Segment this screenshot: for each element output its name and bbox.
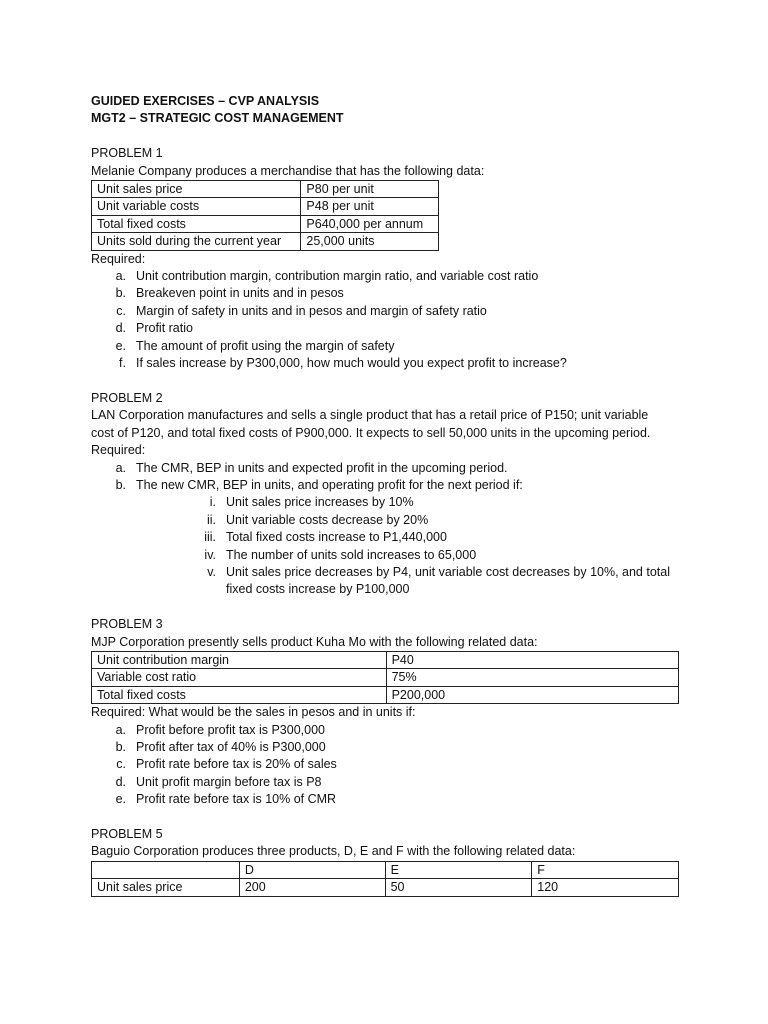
- list-text: The new CMR, BEP in units, and operating profit for the next period if:: [136, 477, 523, 492]
- table-row: [92, 233, 439, 250]
- list-marker: ii.: [206, 512, 216, 527]
- list-text: Profit rate before tax is 10% of CMR: [136, 792, 337, 807]
- table-cell: Unit variable costs: [92, 198, 301, 215]
- problem-1-list: [91, 268, 681, 372]
- list-text: Unit sales price increases by 10%: [226, 495, 414, 510]
- list-marker: v.: [207, 564, 216, 579]
- list-item: [91, 460, 681, 477]
- table-cell: P40: [386, 651, 678, 668]
- list-item: [91, 355, 681, 372]
- list-marker: d.: [115, 321, 126, 336]
- table-row: [92, 651, 679, 668]
- list-item: [91, 494, 681, 511]
- table-cell: E: [385, 861, 532, 878]
- table-cell: Variable cost ratio: [92, 669, 387, 686]
- table-cell: Units sold during the current year: [92, 233, 301, 250]
- course-title: MGT2 – STRATEGIC COST MANAGEMENT: [91, 111, 344, 126]
- list-text: Unit profit margin before tax is P8: [136, 774, 322, 789]
- list-text: Profit rate before tax is 20% of sales: [136, 757, 337, 772]
- list-marker: e.: [115, 792, 126, 807]
- problem-2-sublist: [91, 494, 681, 598]
- list-item: [91, 529, 681, 546]
- table-cell: P48 per unit: [301, 198, 439, 215]
- list-text: The number of units sold increases to 65,000: [226, 547, 477, 562]
- table-cell: P80 per unit: [301, 181, 439, 198]
- table-row: [92, 215, 439, 232]
- list-marker: f.: [119, 356, 126, 371]
- table-cell: 75%: [386, 669, 678, 686]
- table-row: [92, 198, 439, 215]
- table-cell: 200: [239, 879, 385, 896]
- table-row: [92, 686, 679, 703]
- table-row: [92, 879, 679, 896]
- list-marker: iii.: [204, 530, 216, 545]
- list-item: [91, 774, 681, 791]
- list-text: Profit after tax of 40% is P300,000: [136, 739, 326, 754]
- problem-1-required: Required:: [91, 251, 146, 266]
- list-marker: d.: [115, 774, 126, 789]
- list-marker: i.: [209, 495, 216, 510]
- problem-5-heading: PROBLEM 5: [91, 827, 163, 841]
- table-cell: F: [532, 861, 679, 878]
- list-marker: a.: [115, 269, 126, 284]
- list-marker: iv.: [204, 547, 216, 562]
- list-marker: c.: [116, 757, 126, 772]
- problem-2-heading: PROBLEM 2: [91, 390, 163, 405]
- list-item: [91, 477, 681, 494]
- list-marker: c.: [116, 303, 126, 318]
- problem-3-required: Required: What would be the sales in pesos and in units if:: [91, 705, 416, 720]
- problem-2-intro: LAN Corporation manufactures and sells a single product that has a retail price of P150; unit variable cost of P120, and total fixed costs of P900,000. It expects to sell 50,000 units in the upcoming period.: [91, 408, 651, 440]
- table-cell: Total fixed costs: [92, 686, 387, 703]
- table-cell: P640,000 per annum: [301, 215, 439, 232]
- table-cell: 25,000 units: [301, 233, 439, 250]
- problem-3-table: [91, 651, 679, 704]
- list-item: [91, 564, 681, 599]
- list-text: Unit contribution margin, contribution margin ratio, and variable cost ratio: [136, 269, 539, 284]
- list-text: The amount of profit using the margin of safety: [136, 338, 395, 353]
- problem-2-required: Required:: [91, 443, 146, 458]
- table-cell: D: [239, 861, 385, 878]
- list-marker: a.: [115, 722, 126, 737]
- list-item: [91, 303, 681, 320]
- list-text: Profit ratio: [136, 321, 193, 336]
- problem-3-heading: PROBLEM 3: [91, 617, 163, 632]
- problem-3-intro: MJP Corporation presently sells product Kuha Mo with the following related data:: [91, 634, 538, 649]
- list-item: [91, 722, 681, 739]
- list-item: [91, 547, 681, 564]
- table-cell: P200,000: [386, 686, 678, 703]
- list-marker: b.: [115, 286, 126, 301]
- list-text: Breakeven point in units and in pesos: [136, 286, 344, 301]
- table-cell: [92, 861, 240, 878]
- list-text: Profit before profit tax is P300,000: [136, 722, 325, 737]
- list-item: [91, 512, 681, 529]
- list-item: [91, 285, 681, 302]
- table-row: [92, 669, 679, 686]
- table-cell: Unit contribution margin: [92, 651, 387, 668]
- list-item: [91, 739, 681, 756]
- table-cell: Total fixed costs: [92, 215, 301, 232]
- problem-1-intro: Melanie Company produces a merchandise that has the following data:: [91, 163, 485, 178]
- problem-5-table: [91, 861, 679, 897]
- list-text: If sales increase by P300,000, how much would you expect profit to increase?: [136, 356, 567, 371]
- list-item: [91, 756, 681, 773]
- list-marker: b.: [115, 739, 126, 754]
- list-text: Margin of safety in units and in pesos and margin of safety ratio: [136, 303, 487, 318]
- problem-1-heading: PROBLEM 1: [91, 146, 163, 161]
- table-cell: Unit sales price: [92, 879, 240, 896]
- table-row: [92, 181, 439, 198]
- problem-2-list: [91, 460, 681, 495]
- list-item: [91, 268, 681, 285]
- list-marker: e.: [115, 338, 126, 353]
- table-header-row: [92, 861, 679, 878]
- table-cell: 50: [385, 879, 532, 896]
- list-item: [91, 791, 681, 808]
- list-text: Unit variable costs decrease by 20%: [226, 512, 429, 527]
- problem-5-intro: Baguio Corporation produces three products, D, E and F with the following related data:: [91, 844, 576, 859]
- list-text: The CMR, BEP in units and expected profit in the upcoming period.: [136, 460, 508, 475]
- problem-1-table: [91, 180, 439, 251]
- list-text: Unit sales price decreases by P4, unit variable cost decreases by 10%, and total fixed costs increase by P100,000: [226, 564, 670, 597]
- document-content: [91, 93, 681, 897]
- table-cell: 120: [532, 879, 679, 896]
- list-item: [91, 338, 681, 355]
- table-cell: Unit sales price: [92, 181, 301, 198]
- list-marker: a.: [115, 460, 126, 475]
- list-marker: b.: [115, 477, 126, 492]
- list-item: [91, 320, 681, 337]
- problem-3-list: [91, 722, 681, 809]
- document-title: GUIDED EXERCISES – CVP ANALYSIS: [91, 94, 320, 108]
- list-text: Total fixed costs increase to P1,440,000: [226, 530, 447, 545]
